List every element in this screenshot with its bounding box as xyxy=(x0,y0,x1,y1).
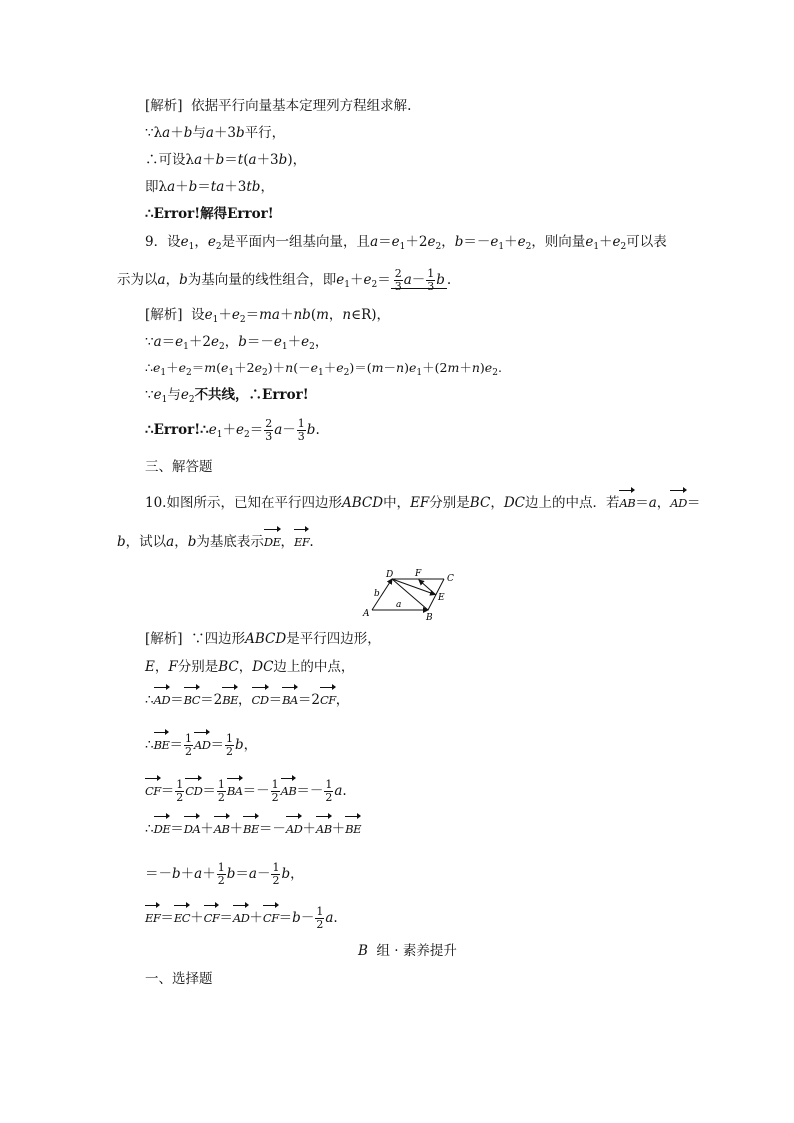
label-A: A xyxy=(363,609,370,619)
solution-10-line-1: [解析] ∵四边形ABCD是平行四边形， xyxy=(145,631,381,647)
solution-9-line-5: $\therefore Error!\therefore e_1+e_2=$ $\frac{2}{3}$ a－ $\frac{1}{3}$ b. xyxy=(145,417,320,443)
question-10-line-2: b，试以a，b为基底表示DE，EF. xyxy=(117,534,314,550)
solution-10-line-6: ∴DE＝DA＋AB＋BE＝－AD＋AB＋BE xyxy=(145,821,362,837)
label-C: C xyxy=(447,574,454,584)
question-9-line-2: 示为以a，b为基向量的线性组合，即$e_1+e_2=$ $\frac{2}{3}$ a－ $\frac{1}{3}$ b . xyxy=(117,267,452,293)
solution-10-line-7: ＝－b＋a＋ $\frac{1}{2}$ b＝a－ $\frac{1}{2}$ b， xyxy=(145,861,304,887)
label-a: a xyxy=(396,600,402,610)
solution-line-2: ∵λa＋b与a＋3b平行， xyxy=(145,125,286,141)
label-F: F xyxy=(415,569,422,579)
parallelogram-figure xyxy=(358,566,468,621)
label-b: b xyxy=(374,589,380,599)
solution-10-line-2: E，F分别是BC，DC边上的中点， xyxy=(145,659,355,675)
solution-10-line-3: ∴AD＝BC＝2BE，CD＝BA＝2CF， xyxy=(145,692,350,708)
label-E: E xyxy=(438,593,445,603)
analysis-tag: [解析] xyxy=(145,98,183,114)
question-9-line-1: 9．设$e_1$，$e_2$是平面内一组基向量，且$a=e_1+2e_2$，$b=-e_1+e_2$，则向量$e_1+e_2$可以表 xyxy=(145,234,667,252)
section-heading-answer: 三、解答题 xyxy=(145,459,213,475)
solution-line-1: [解析] 依据平行向量基本定理列方程组求解. xyxy=(145,98,412,114)
label-D: D xyxy=(386,570,394,580)
solution-line-3: ∴可设λa＋b＝t(a＋3b)， xyxy=(145,152,307,168)
solution-10-line-4: ∴BE＝ $\frac{1}{2}$ AD＝ $\frac{1}{2}$ b， xyxy=(145,732,258,758)
solution-9-line-1: [解析] 设$e_1+e_2=ma+nb(m$，n∈R)， xyxy=(145,307,391,325)
answer-blank: $\frac{2}{3}$ a－ $\frac{1}{3}$ b xyxy=(391,272,447,289)
solution-10-line-8: EF＝EC＋CF＝AD＋CF＝b－ $\frac{1}{2}$ a. xyxy=(145,905,338,931)
solution-line-5: ∴Error!解得Error! xyxy=(145,206,274,222)
group-b-heading: B 组 · 素养提升 xyxy=(358,943,457,959)
question-10-line-1: 10.如图所示，已知在平行四边形ABCD中，EF分别是BC，DC边上的中点．若AB＝a，AD＝ xyxy=(145,495,701,511)
solution-9-line-4: $\because e_1$与$e_2$不共线，∴Error! xyxy=(145,387,309,405)
solution-9-line-3: $\therefore e_1+e_2=m(e_1+2e_2)+n(-e_1+e_2)=(m-n)e_1+(2m+n)e_2$. xyxy=(145,360,502,378)
solution-10-line-5: CF＝ $\frac{1}{2}$ CD＝ $\frac{1}{2}$ BA＝－ $\frac{1}{2}$ AB＝－ $\frac{1}{2}$ a. xyxy=(145,778,347,804)
label-B: B xyxy=(426,613,433,621)
solution-line-4: 即λa＋b＝ta＋3tb， xyxy=(145,179,274,195)
section-heading-choice: 一、选择题 xyxy=(145,971,213,987)
solution-9-line-2: $\because a=e_1+2e_2$，$b=-e_1+e_2$， xyxy=(145,334,329,352)
